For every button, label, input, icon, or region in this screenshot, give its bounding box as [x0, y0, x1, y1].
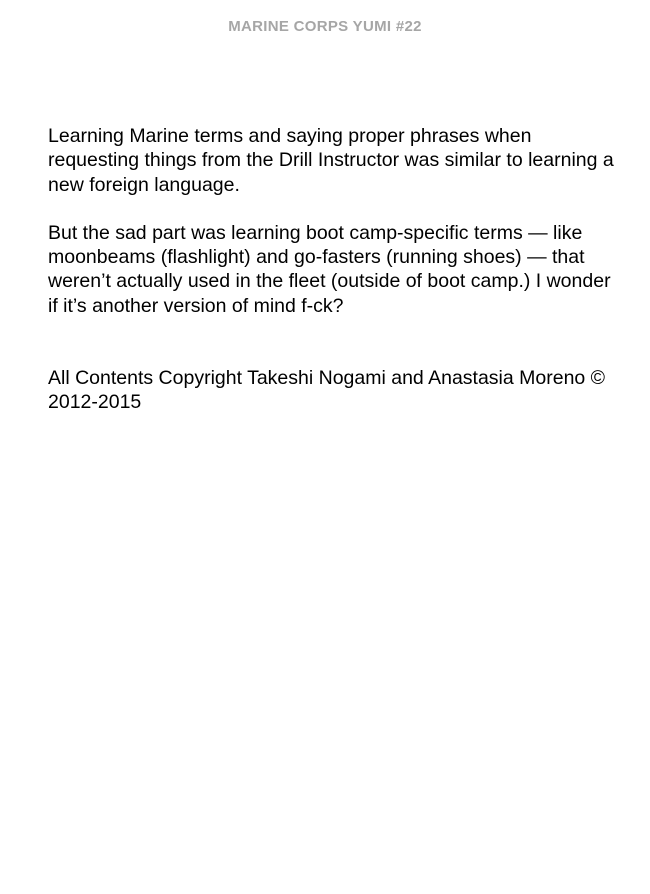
paragraph-2: But the sad part was learning boot camp-specific terms — like moonbeams (flashlight) and go-fasters (running shoes) — that weren’t actually used in the fleet (outside of boot camp.) I wonder if it’s another version of mind f-ck? — [48, 221, 611, 317]
page-title: MARINE CORPS YUMI #22 — [228, 18, 422, 35]
copyright-notice: All Contents Copyright Takeshi Nogami and Anastasia Moreno © 2012-2015 — [48, 367, 606, 414]
paragraph-1: Learning Marine terms and saying proper phrases when requesting things from the Drill Instructor was similar to learning a new foreign language. — [48, 125, 614, 196]
article-body — [48, 124, 618, 415]
